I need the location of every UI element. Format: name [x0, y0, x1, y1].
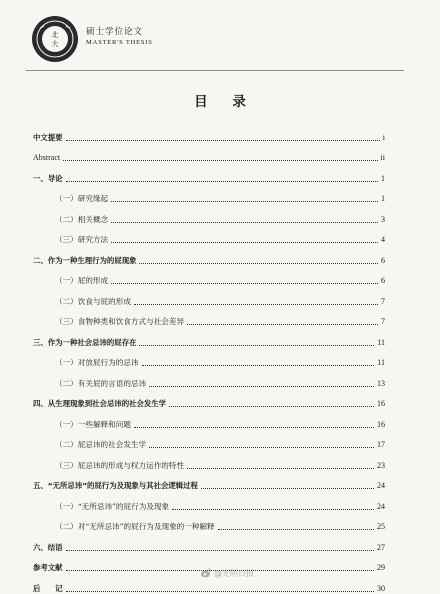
toc-entry-label: 三、作为一种社会忌讳的屁存在 [33, 337, 137, 347]
toc-entry-page: 13 [377, 378, 385, 388]
toc-entry-label: Abstract [33, 153, 61, 162]
toc-entry-label: 五、“无所忌讳”的屁行为及现象与其社会逻辑过程 [33, 481, 198, 490]
toc-entry-label: （一）“无所忌讳”的屁行为及现象 [55, 501, 170, 511]
toc-entry-label: （三）研究方法 [55, 235, 109, 244]
watermark [200, 567, 254, 579]
toc-entry-page: 4 [381, 235, 385, 244]
watermark-text: @光明日报 [214, 568, 254, 578]
toc-entry-label: （二）饮食与屁的形成 [55, 296, 131, 306]
toc-entry-label: （一）对放屁行为的忌讳 [55, 358, 139, 367]
toc-entry-label: （一）屁的形成 [55, 276, 109, 285]
toc-entry-label: 一、导论 [33, 173, 63, 183]
toc-entry-page: 1 [381, 173, 385, 183]
toc-entry-label: （二）对“无所忌讳”的屁行为及现象的一种解释 [55, 522, 215, 531]
toc-entry-page: i [382, 132, 385, 142]
toc-leader-dots [218, 529, 374, 530]
toc-entry-page: 7 [381, 317, 385, 326]
toc-entry-page: 3 [381, 214, 385, 224]
toc-list [33, 122, 385, 594]
toc-leader-dots [134, 304, 378, 305]
toc-leader-dots [139, 345, 374, 346]
toc-entry-page: 29 [377, 563, 385, 572]
toc-entry-label: （二）屁忌讳的社会发生学 [55, 440, 147, 449]
toc-entry [33, 409, 385, 430]
toc-entry-page: 24 [377, 501, 385, 511]
toc-entry-page: 30 [377, 583, 385, 593]
toc-entry-label: 中文提要 [33, 132, 63, 142]
toc-entry [33, 471, 385, 492]
toc-entry-label: （二）有关屁的言语的忌讳 [55, 378, 147, 388]
toc-entry [33, 225, 385, 246]
toc-entry-page: 16 [377, 419, 385, 429]
toc-entry [33, 122, 385, 143]
toc-entry-label: 四、从生理现象到社会忌讳的社会发生学 [33, 399, 167, 408]
toc-entry-page: 6 [381, 255, 385, 265]
toc-entry-label: 六、结语 [33, 542, 63, 552]
toc-leader-dots [149, 447, 374, 448]
toc-entry [33, 348, 385, 369]
toc-leader-dots [111, 222, 378, 223]
header-text [86, 26, 153, 48]
toc-entry-label: （三）屁忌讳的形成与权力运作的特性 [55, 460, 185, 470]
header-cn-title: 硕士学位论文 [86, 27, 144, 37]
toc-entry [33, 512, 385, 533]
toc-leader-dots [139, 263, 378, 264]
toc-entry-label: （三）食物种类和饮食方式与社会差异 [55, 317, 185, 326]
toc-entry [33, 286, 385, 307]
toc-entry-page: 23 [377, 460, 385, 470]
toc-leader-dots [111, 201, 378, 202]
toc-entry [33, 307, 385, 328]
toc-entry-page: 11 [377, 337, 385, 347]
toc-entry [33, 368, 385, 389]
header-en-title: MASTER'S THESIS [86, 39, 153, 46]
weibo-icon [200, 567, 212, 579]
toc-entry-page: 7 [381, 296, 385, 306]
toc-entry-page: 16 [377, 399, 385, 408]
toc-entry [33, 266, 385, 287]
thesis-header [30, 14, 410, 66]
toc-entry [33, 532, 385, 553]
toc-entry-label: （一）研究缘起 [55, 194, 109, 203]
toc-entry [33, 327, 385, 348]
toc-leader-dots [187, 468, 374, 469]
toc-leader-dots [149, 386, 374, 387]
toc-leader-dots [134, 427, 374, 428]
toc-entry [33, 245, 385, 266]
toc-entry-page: 11 [377, 358, 385, 367]
toc-entry-label: （一）一些解释和问题 [55, 419, 131, 429]
toc-leader-dots [169, 406, 374, 407]
svg-text:大: 大 [51, 40, 59, 48]
toc-entry [33, 184, 385, 205]
toc-entry-page: 6 [381, 276, 385, 285]
header-divider [26, 70, 404, 71]
toc-entry [33, 204, 385, 225]
toc-leader-dots [187, 324, 378, 325]
toc-entry-page: ii [380, 153, 385, 162]
toc-entry-page: 27 [377, 542, 385, 552]
toc-entry-page: 25 [377, 522, 385, 531]
toc-entry [33, 430, 385, 451]
toc-leader-dots [66, 140, 380, 141]
toc-entry [33, 491, 385, 512]
toc-entry [33, 389, 385, 410]
university-seal-icon [30, 14, 80, 64]
toc-leader-dots [66, 550, 374, 551]
toc-entry-label: 参考文献 [33, 563, 63, 572]
toc-entry [33, 163, 385, 184]
toc-leader-dots [111, 283, 378, 284]
toc-entry-page: 24 [377, 481, 385, 490]
toc-leader-dots [172, 509, 374, 510]
toc-leader-dots [63, 160, 377, 161]
toc-entry-page: 1 [381, 194, 385, 203]
toc-leader-dots [142, 365, 375, 366]
toc-entry [33, 450, 385, 471]
toc-entry-label: （二）相关概念 [55, 214, 109, 224]
toc-leader-dots [66, 181, 378, 182]
toc-entry-label: 后 记 [33, 583, 63, 593]
toc-leader-dots [111, 242, 378, 243]
toc-entry-label: 二、作为一种生理行为的屁现象 [33, 255, 137, 265]
toc-title: 目 录 [194, 94, 256, 110]
toc-leader-dots [66, 591, 374, 592]
toc-entry [33, 143, 385, 164]
toc-leader-dots [201, 488, 374, 489]
toc-entry-page: 17 [377, 440, 385, 449]
svg-text:北: 北 [51, 31, 59, 39]
